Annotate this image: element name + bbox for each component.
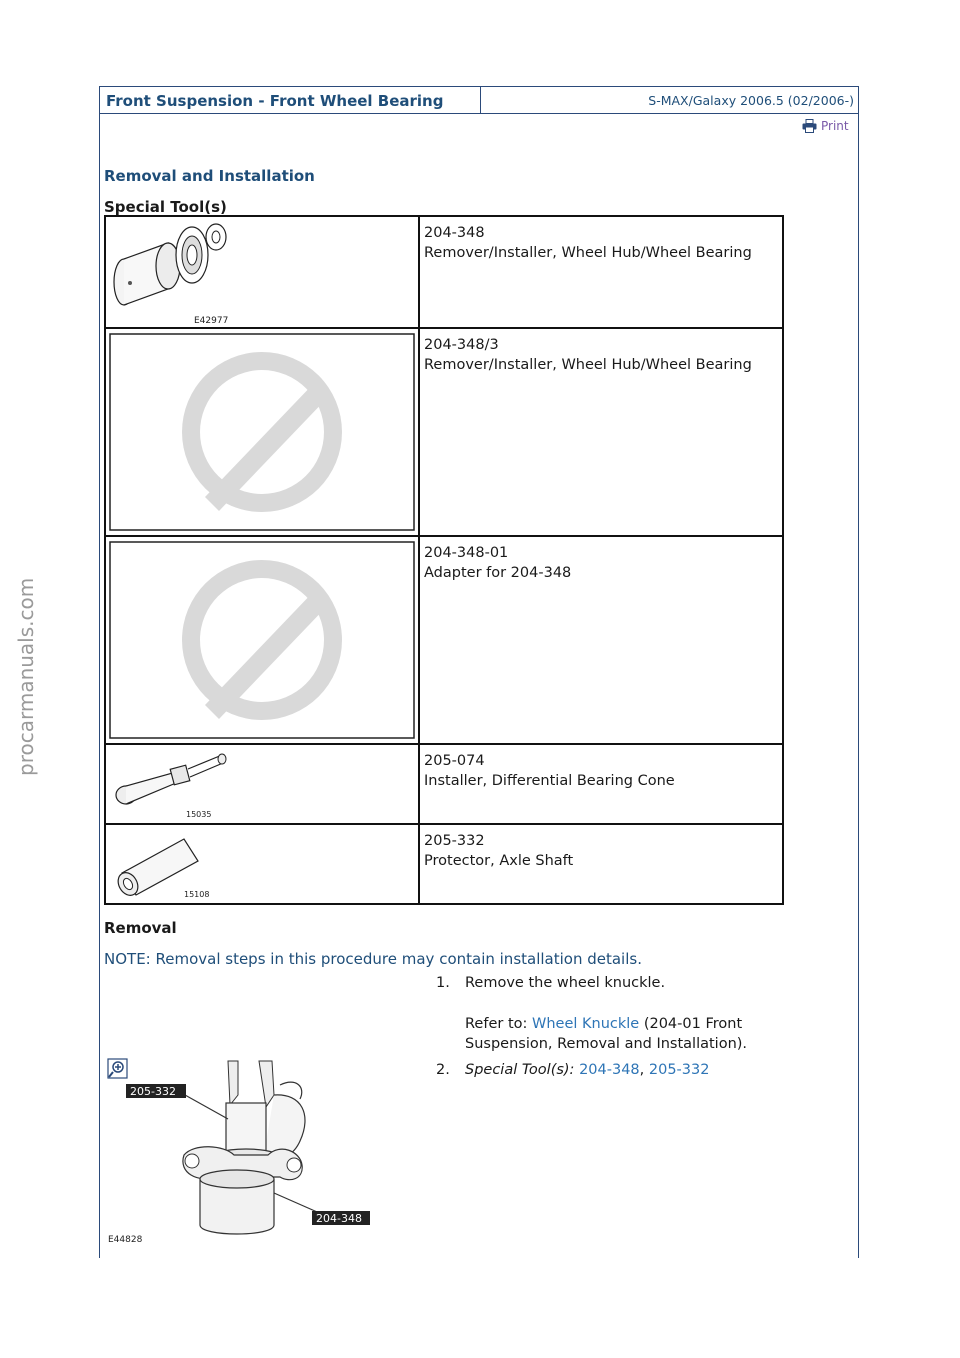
tool-text-cell: [419, 216, 783, 328]
page-frame-right: [858, 86, 859, 1258]
refer-suffix: (204-01 Front Suspension, Removal and Installation).: [465, 1016, 748, 1052]
tool-description: Remover/Installer, Wheel Hub/Wheel Bearing: [424, 245, 752, 261]
printer-icon: [802, 119, 817, 133]
bearing-cone-installer-icon: [106, 745, 418, 823]
tool-description: Adapter for 204-348: [424, 565, 572, 581]
page-title: Front Suspension - Front Wheel Bearing: [106, 92, 444, 110]
tool-description: Remover/Installer, Wheel Hub/Wheel Bearing: [424, 357, 752, 373]
tool-image-label: 15108: [184, 890, 210, 899]
tool-number: 204-348: [424, 225, 485, 241]
axle-shaft-protector-icon: [106, 825, 418, 903]
tool-row: [105, 744, 783, 824]
link-separator: ,: [639, 1062, 649, 1078]
refer-prefix: Refer to:: [465, 1016, 532, 1032]
special-tools-title: Special Tool(s): [104, 198, 227, 216]
wheel-knuckle-figure: [104, 1055, 376, 1247]
tool-image-cell: [105, 824, 419, 904]
tool-description: Installer, Differential Bearing Cone: [424, 773, 675, 789]
tool-image-cell: [105, 744, 419, 824]
step-number: 2.: [436, 1062, 450, 1078]
tool-number: 204-348/3: [424, 337, 499, 353]
print-label: Print: [821, 119, 849, 133]
removal-title: Removal: [104, 919, 177, 937]
tool-row: [105, 328, 783, 536]
step-body: [465, 1060, 795, 1080]
section-title: Removal and Installation: [104, 167, 315, 185]
tool-text-cell: [419, 328, 783, 536]
figure-label-204-348: 204-348: [316, 1212, 362, 1225]
zoom-icon[interactable]: [108, 1059, 127, 1078]
tool-link-204-348[interactable]: 204-348: [579, 1062, 640, 1078]
vehicle-model: S-MAX/Galaxy 2006.5 (02/2006-): [648, 93, 854, 108]
header-bar: [99, 86, 859, 114]
step-body: [465, 973, 795, 1054]
figure-code: E44828: [108, 1235, 143, 1245]
no-image-placeholder-icon: [106, 537, 418, 743]
tool-row: [105, 216, 783, 328]
step-reference: [465, 1014, 795, 1054]
tool-row: [105, 536, 783, 744]
tool-image-label: 15035: [186, 810, 212, 819]
tool-number: 205-074: [424, 753, 485, 769]
tool-text-cell: [419, 824, 783, 904]
figure-label-205-332: 205-332: [130, 1085, 176, 1098]
print-button[interactable]: [802, 119, 849, 133]
tool-number: 204-348-01: [424, 545, 509, 561]
step-number: 1.: [436, 975, 450, 991]
page-frame-left: [99, 86, 100, 1258]
hub-remover-tool-icon: [106, 217, 418, 327]
special-tools-table: [104, 215, 784, 905]
tool-number: 205-332: [424, 833, 485, 849]
watermark-text: procarmanuals.com: [14, 577, 38, 776]
tool-image-label: E42977: [194, 316, 229, 326]
watermark: [6, 548, 42, 778]
tool-text-cell: [419, 536, 783, 744]
tool-link-205-332[interactable]: 205-332: [648, 1062, 710, 1078]
special-tools-label: Special Tool(s):: [465, 1062, 575, 1078]
wheel-knuckle-link[interactable]: Wheel Knuckle: [532, 1016, 640, 1032]
header-divider: [480, 87, 481, 113]
tool-row: [105, 824, 783, 904]
removal-note: NOTE: Removal steps in this procedure may contain installation details.: [104, 950, 642, 968]
tool-image-cell: [105, 536, 419, 744]
tool-image-cell: [105, 328, 419, 536]
tool-image-cell: [105, 216, 419, 328]
tool-description: Protector, Axle Shaft: [424, 853, 574, 869]
step-text: Remove the wheel knuckle.: [465, 975, 666, 991]
tool-text-cell: [419, 744, 783, 824]
no-image-placeholder-icon: [106, 329, 418, 535]
